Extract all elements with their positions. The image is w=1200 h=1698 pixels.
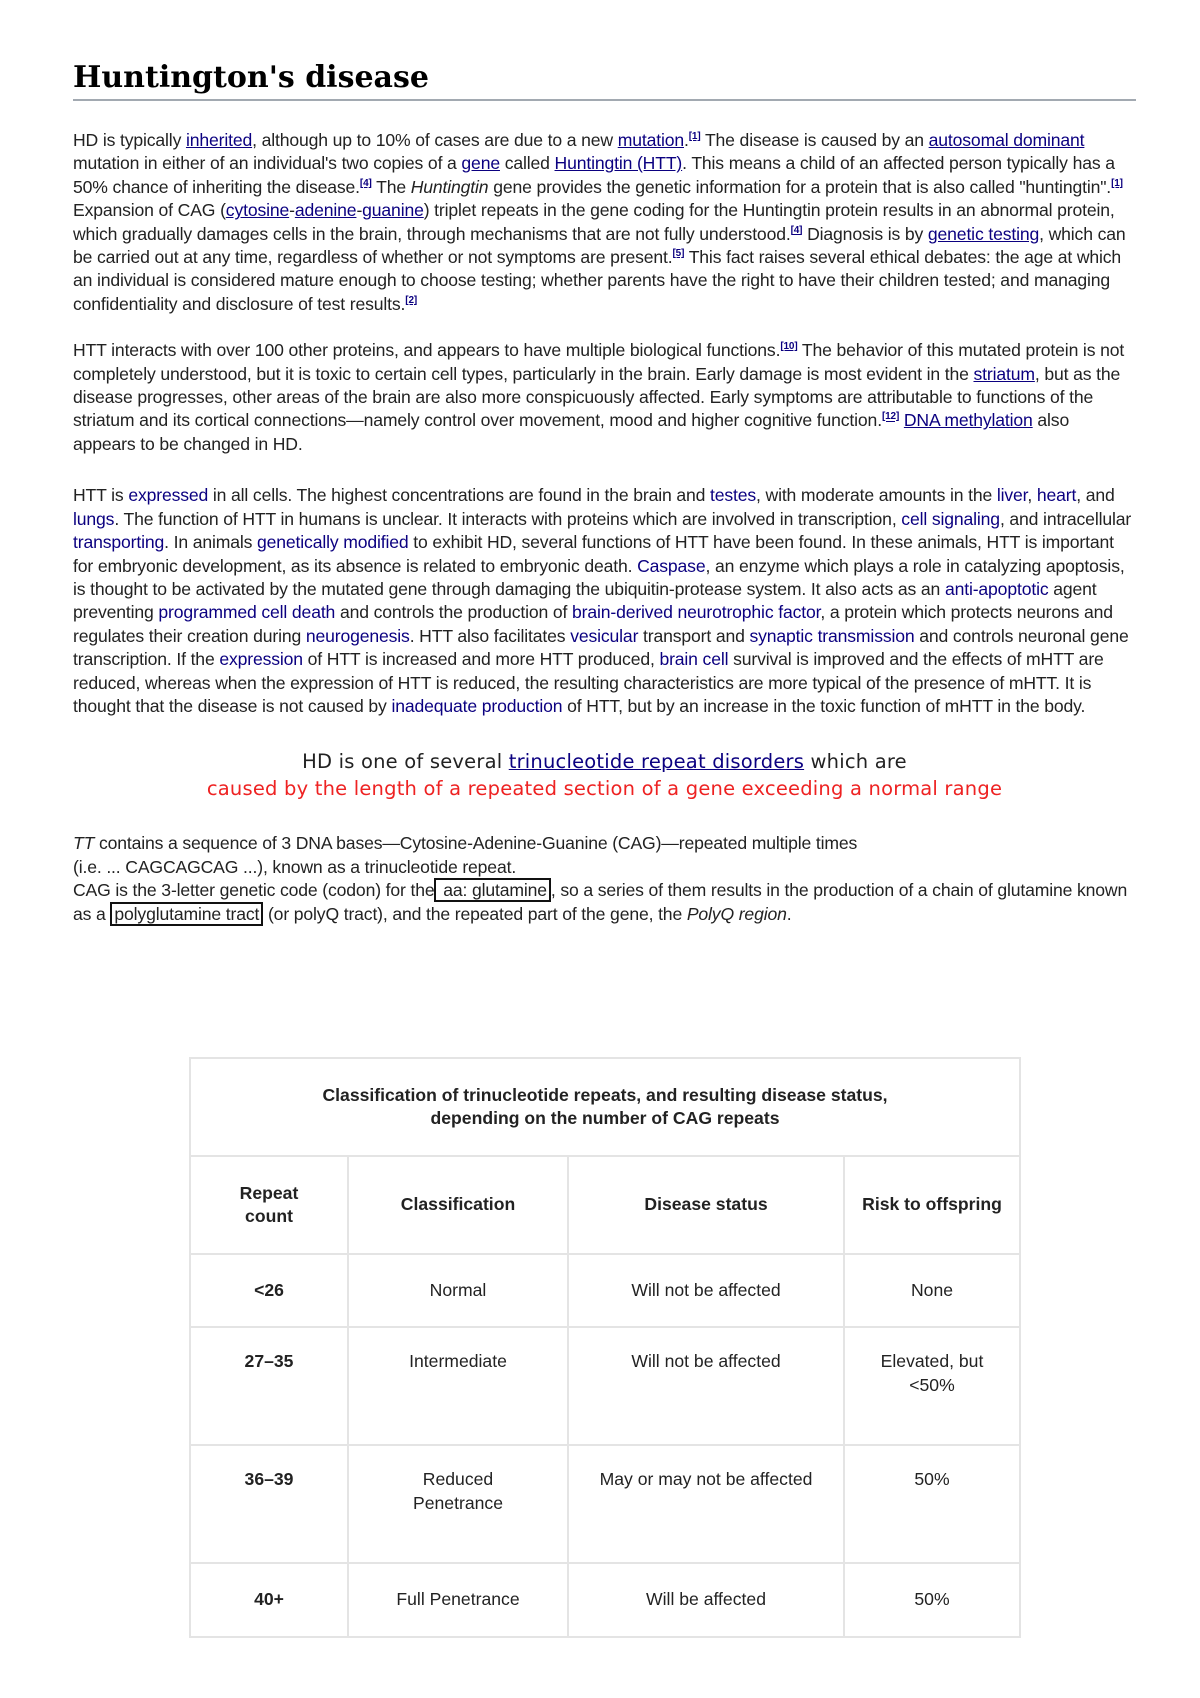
- header-disease-status: Disease status: [568, 1156, 844, 1254]
- link-synaptic-transmission[interactable]: synaptic transmission: [749, 625, 915, 646]
- cell-disease-status: Will be affected: [568, 1563, 844, 1637]
- header-classification: Classification: [348, 1156, 568, 1254]
- link-lungs[interactable]: lungs: [73, 508, 115, 529]
- link-cytosine[interactable]: cytosine: [225, 200, 290, 221]
- link-dna-methylation[interactable]: DNA methylation: [903, 410, 1033, 431]
- paragraph-htt-interactions: HTT interacts with over 100 other proteins, and appears to have multiple biological functions.[10] The behavior of this mutated protein is not completely understood, but it is toxic to certain cell types, particularly in the brain. Early damage is most evident in the striatum, but as the disease progresses, other areas of the brain are also more conspicuously affected. Early symptoms are attributable to functions of the striatum and its cortical connections—namely control over movement, mood and higher cognitive function.[12] DNA methylation also appears to be changed in HD.: [73, 340, 1125, 454]
- link-liver[interactable]: liver: [996, 485, 1028, 506]
- link-expressed[interactable]: expressed: [128, 485, 209, 506]
- table-row: [190, 1327, 1020, 1445]
- citation-12[interactable]: [12]: [881, 411, 900, 423]
- cell-classification: Normal: [348, 1254, 568, 1327]
- highlight-statement: HD is one of several trinucleotide repeat disorders which are caused by the length of a repeated section of a gene exceeding a normal range: [73, 748, 1136, 802]
- highlight-red-line: caused by the length of a repeated section of a gene exceeding a normal range: [206, 777, 1003, 801]
- table-row: [190, 1445, 1020, 1563]
- cell-classification: Full Penetrance: [348, 1563, 568, 1637]
- link-adenine[interactable]: adenine: [294, 200, 357, 221]
- citation-4b[interactable]: [4]: [790, 224, 803, 236]
- link-anti-apoptotic[interactable]: anti-apoptotic: [944, 578, 1049, 599]
- table-caption: Classification of trinucleotide repeats, and resulting disease status, depending on the number of CAG repeats: [190, 1058, 1020, 1156]
- paragraph-inheritance: HD is typically inherited, although up to 10% of cases are due to a new mutation.[1] The disease is caused by an autosomal dominant mutation in either of an individual's two copies of a gene called Huntingtin (HTT). This means a child of an affected person typically has a 50% chance of inheriting the disease.[4] The Huntingtin gene provides the genetic information for a protein that is also called "huntingtin".[1] Expansion of CAG (cytosine-adenine-guanine) triplet repeats in the gene coding for the Huntingtin protein results in an abnormal protein, which gradually damages cells in the brain, through mechanisms that are not fully understood.[4] Diagnosis is by genetic testing, which can be carried out at any time, regardless of whether or not symptoms are present.[5] This fact raises several ethical debates: the age at which an individual is considered mature enough to choose testing; whether parents have the right to have their children tested; and managing confidentiality and disclosure of test results.[2]: [73, 130, 1126, 314]
- cell-repeat-count: 40+: [190, 1563, 348, 1637]
- link-genetically-modified[interactable]: genetically modified: [257, 532, 409, 553]
- header-risk-to-offspring: Risk to offspring: [844, 1156, 1020, 1254]
- link-programmed-cell-death[interactable]: programmed cell death: [158, 602, 336, 623]
- link-guanine[interactable]: guanine: [362, 200, 424, 221]
- citation-5[interactable]: [5]: [672, 248, 685, 260]
- cell-repeat-count: <26: [190, 1254, 348, 1327]
- cell-classification: Reduced Penetrance: [348, 1445, 568, 1563]
- link-neurogenesis[interactable]: neurogenesis: [305, 625, 410, 646]
- cell-disease-status: Will not be affected: [568, 1254, 844, 1327]
- link-heart[interactable]: heart: [1036, 485, 1077, 506]
- paragraph-htt-expression: HTT is expressed in all cells. The highest concentrations are found in the brain and testes, with moderate amounts in the liver, heart, and lungs. The function of HTT in humans is unclear. It interacts with proteins which are involved in transcription, cell signaling, and intracellular transporting. In animals genetically modified to exhibit HD, several functions of HTT have been found. In these animals, HTT is important for embryonic development, as its absence is related to embryonic death. Caspase, an enzyme which plays a role in catalyzing apoptosis, is thought to be activated by the mutated gene through damaging the ubiquitin-protease system. It also acts as an anti-apoptotic agent preventing programmed cell death and controls the production of brain-derived neurotrophic factor, a protein which protects neurons and regulates their creation during neurogenesis. HTT also facilitates vesicular transport and synaptic transmission and controls neuronal gene transcription. If the expression of HTT is increased and more HTT produced, brain cell survival is improved and the effects of mHTT are reduced, whereas when the expression of HTT is reduced, the resulting characteristics are more typical of the presence of mHTT. It is thought that the disease is not caused by inadequate production of HTT, but by an increase in the toxic function of mHTT in the body.: [73, 485, 1132, 716]
- link-testes[interactable]: testes: [709, 485, 757, 506]
- link-trinucleotide-repeat-disorders[interactable]: trinucleotide repeat disorders: [508, 750, 805, 774]
- table-row: [190, 1254, 1020, 1327]
- link-expression[interactable]: expression: [219, 649, 303, 670]
- cell-classification: Intermediate: [348, 1327, 568, 1445]
- article-content: [73, 58, 1136, 926]
- link-inherited[interactable]: inherited: [185, 130, 253, 150]
- page-title: Huntington's disease: [73, 58, 1136, 101]
- boxed-term-glutamine: aa: glutamine: [434, 878, 550, 902]
- link-cell-signaling[interactable]: cell signaling: [901, 508, 1000, 529]
- citation-1b[interactable]: [1]: [1111, 177, 1123, 189]
- citation-4[interactable]: [4]: [359, 177, 372, 189]
- header-repeat-count: Repeat count: [190, 1156, 348, 1254]
- link-caspase[interactable]: Caspase: [637, 555, 706, 576]
- link-autosomal-dominant[interactable]: autosomal dominant: [928, 130, 1085, 150]
- link-brain-cell[interactable]: brain cell: [659, 649, 729, 670]
- cell-risk: 50%: [844, 1563, 1020, 1637]
- classification-table: [189, 1057, 1021, 1638]
- citation-10[interactable]: [10]: [780, 341, 798, 353]
- paragraph-cag-repeats: TT contains a sequence of 3 DNA bases—Cytosine-Adenine-Guanine (CAG)—repeated multiple times (i.e. ... CAGCAGCAG ...), known as a trinucleotide repeat. CAG is the 3-letter genetic code (codon) for the aa: glutamine , so a series of them results in the production of a chain of glutamine known as a polyglutamine tract (or polyQ tract), and the repeated part of the gene, the PolyQ region.: [73, 833, 1128, 924]
- cell-disease-status: May or may not be affected: [568, 1445, 844, 1563]
- cell-repeat-count: 27–35: [190, 1327, 348, 1445]
- link-inadequate-production[interactable]: inadequate production: [391, 695, 563, 716]
- cell-risk: None: [844, 1254, 1020, 1327]
- link-striatum[interactable]: striatum: [973, 363, 1035, 384]
- cell-risk: 50%: [844, 1445, 1020, 1563]
- link-bdnf[interactable]: brain-derived neurotrophic factor: [571, 602, 821, 623]
- citation-1[interactable]: [1]: [688, 131, 701, 143]
- link-transporting[interactable]: transporting: [73, 532, 165, 553]
- link-genetic-testing[interactable]: genetic testing: [927, 223, 1040, 244]
- link-huntingtin[interactable]: Huntingtin (HTT): [554, 153, 683, 174]
- boxed-term-polyglutamine-tract: polyglutamine tract: [110, 902, 263, 926]
- cell-risk: Elevated, but <50%: [844, 1327, 1020, 1445]
- cell-disease-status: Will not be affected: [568, 1327, 844, 1445]
- table-row: [190, 1563, 1020, 1637]
- link-vesicular[interactable]: vesicular: [570, 625, 639, 646]
- cell-repeat-count: 36–39: [190, 1445, 348, 1563]
- citation-2[interactable]: [2]: [405, 294, 418, 306]
- link-gene[interactable]: gene: [461, 153, 500, 174]
- link-mutation[interactable]: mutation: [617, 130, 684, 150]
